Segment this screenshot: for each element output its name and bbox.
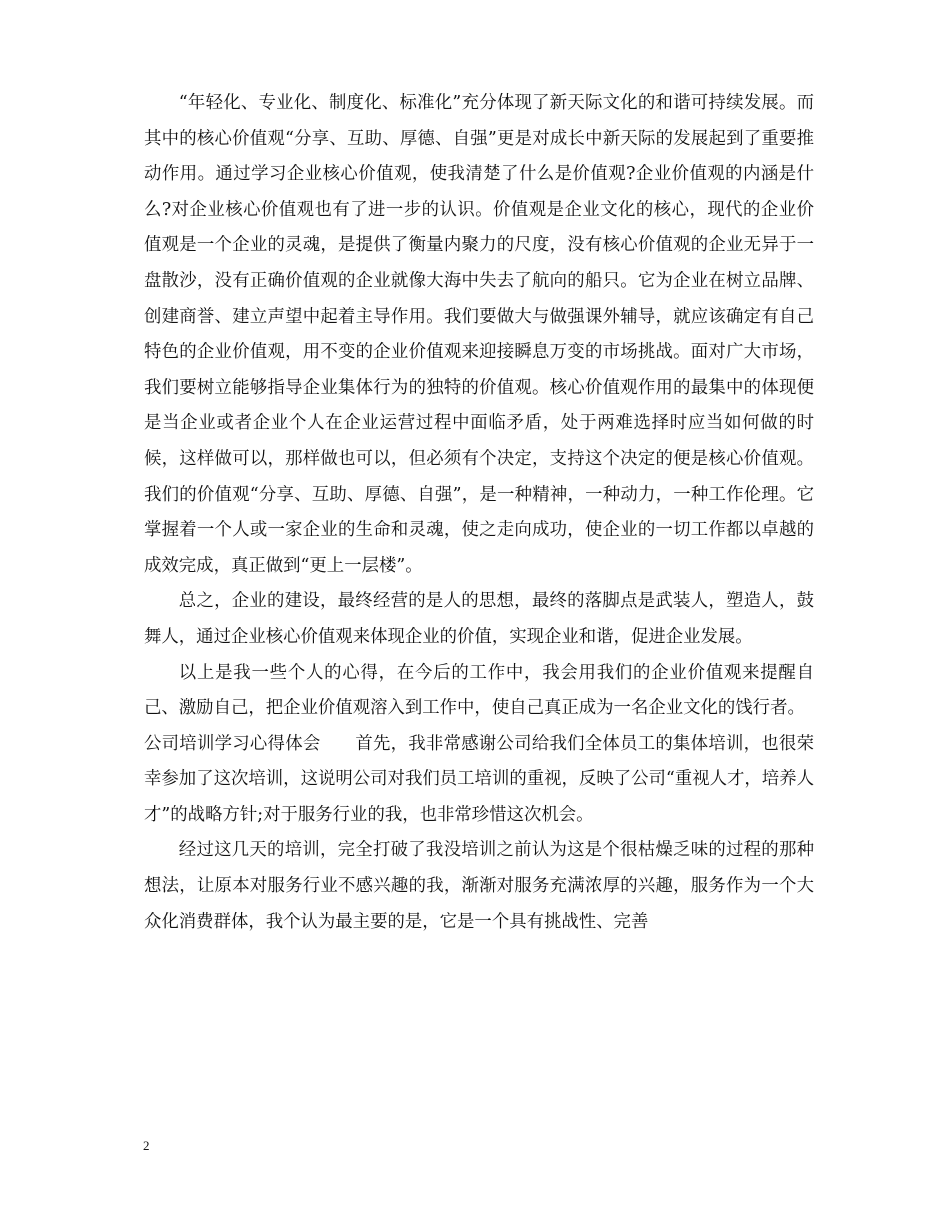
section-first-paragraph: 首先，我非常感谢公司给我们全体员工的集体培训，也很荣幸参加了这次培训，这说明公司对我们员工培训的重视，反映了公司“重视人才，培养人才”的战略方针;对于服务行业的我，也非常珍惜这次机会。 [144,733,814,825]
paragraph-training-experience: 经过这几天的培训，完全打破了我没培训之前认为这是个很枯燥乏味的过程的那种想法，让原本对服务行业不感兴趣的我，渐渐对服务充满浓厚的兴趣，服务作为一个大众化消费群体，我个认为最主要的是，它是一个具有挑战性、完善 [144,840,814,932]
section-title: 公司培训学习心得体会 [144,733,321,754]
paragraph-training-intro [144,727,814,834]
paragraph-core-values: “年轻化、专业化、制度化、标准化”充分体现了新天际文化的和谐可持续发展。而其中的核心价值观“分享、互助、厚德、自强”更是对成长中新天际的发展起到了重要推动作用。通过学习企业核心价值观，使我清楚了什么是价值观?企业价值观的内涵是什么?对企业核心价值观也有了进一步的认识。价值观是企业文化的核心，现代的企业价值观是一个企业的灵魂，是提供了衡量内聚力的尺度，没有核心价值观的企业无异于一盘散沙，没有正确价值观的企业就像大海中失去了航向的船只。它为企业在树立品牌、创建商誉、建立声望中起着主导作用。我们要做大与做强课外辅导，就应该确定有自己特色的企业价值观，用不变的企业价值观来迎接瞬息万变的市场挑战。面对广大市场，我们要树立能够指导企业集体行为的独特的价值观。核心价值观作用的最集中的体现便是当企业或者企业个人在企业运营过程中面临矛盾，处于两难选择时应当如何做的时候，这样做可以，那样做也可以，但必须有个决定，支持这个决定的便是核心价值观。我们的价值观“分享、互助、厚德、自强”，是一种精神，一种动力，一种工作伦理。它掌握着一个人或一家企业的生命和灵魂，使之走向成功，使企业的一切工作都以卓越的成效完成，真正做到“更上一层楼”。 [144,93,814,576]
page-number: 2 [143,1138,150,1153]
paragraph-personal-reflection: 以上是我一些个人的心得，在今后的工作中，我会用我们的企业价值观来提醒自己、激励自己，把企业价值观溶入到工作中，使自己真正成为一名企业文化的饯行者。 [144,662,814,719]
document-body [144,86,814,940]
paragraph-conclusion: 总之，企业的建设，最终经营的是人的思想，最终的落脚点是武装人，塑造人，鼓舞人，通过企业核心价值观来体现企业的价值，实现企业和谐，促进企业发展。 [144,591,814,647]
